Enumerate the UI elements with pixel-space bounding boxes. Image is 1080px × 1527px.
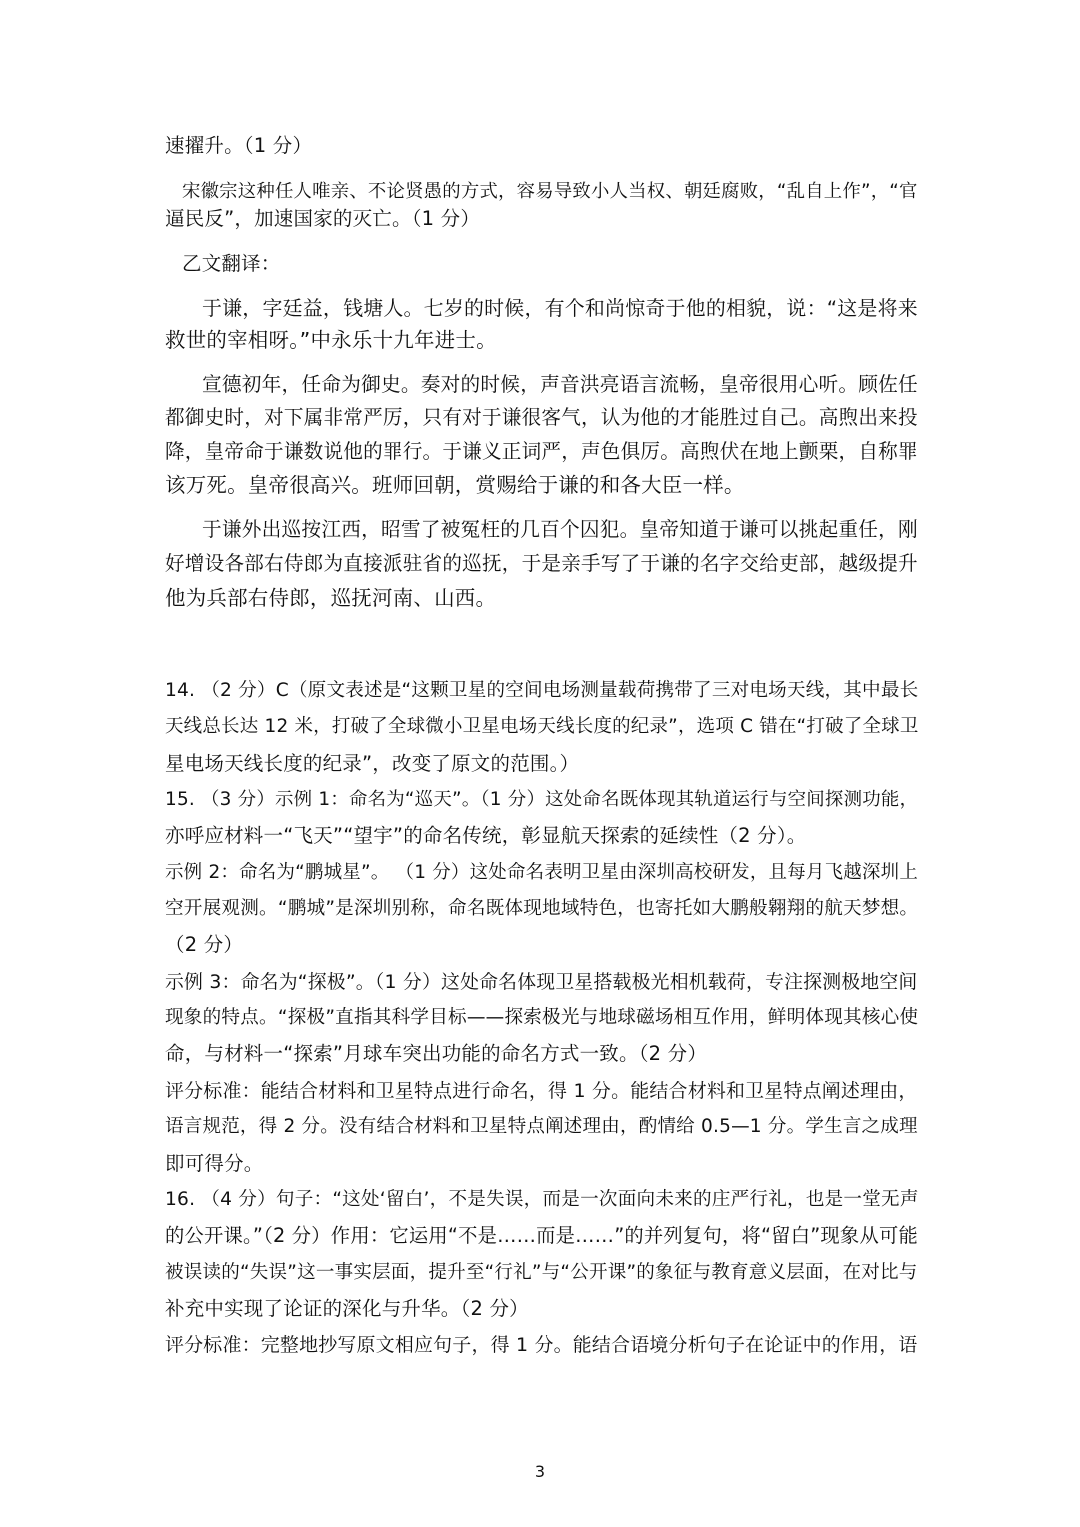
answer-line: 空开展观测。“鹏城”是深圳别称，命名既体现地域特色，也寄托如大鹏般翱翔的航天梦想。 — [165, 898, 919, 919]
answer-line: 16. （4 分）句子：“这处‘留白’，不是失误，而是一次面向未来的庄严行礼，也是一堂无声 — [165, 1189, 919, 1210]
text-line: 救世的宰相呀。”中永乐十九年进士。 — [165, 328, 497, 352]
answer-line: 命，与材料一“探索”月球车突出功能的命名方式一致。（2 分） — [165, 1042, 708, 1065]
answer-line: 15. （3 分）示例 1：命名为“巡天”。（1 分）这处命名既体现其轨道运行与空间探测功能， — [165, 789, 919, 810]
answer-line: 现象的特点。“探极”直指其科学目标——探索极光与地球磁场相互作用，鲜明体现其核心使 — [165, 1007, 919, 1028]
page-number: 3 — [534, 1462, 546, 1481]
text-line: 于谦，字廷益，钱塘人。七岁的时候，有个和尚惊奇于他的相貌，说：“这是将来 — [202, 296, 918, 320]
text-line: 逼民反”，加速国家的灭亡。（1 分） — [165, 207, 481, 230]
text-line: 好增设各部右侍郎为直接派驻省的巡抚，于是亲手写了于谦的名字交给吏部，越级提升 — [165, 552, 918, 575]
answer-line: 即可得分。 — [165, 1152, 264, 1175]
answer-line: 被误读的“失误”这一事实层面，提升至“行礼”与“公开课”的象征与教育意义层面，在对比与 — [165, 1262, 918, 1283]
section-heading: 乙文翻译： — [182, 252, 281, 275]
answer-line: 星电场天线长度的纪录”，改变了原文的范围。） — [165, 752, 580, 775]
answer-line: 示例 2：命名为“鹏城星”。 （1 分）这处命名表明卫星由深圳高校研发，且每月飞越深圳上 — [165, 862, 919, 883]
text-line: 宋徽宗这种任人唯亲、不论贤愚的方式，容易导致小人当权、朝廷腐败，“乱自上作”，“官 — [182, 181, 918, 202]
answer-line: 评分标准：能结合材料和卫星特点进行命名，得 1 分。能结合材料和卫星特点阐述理由， — [165, 1080, 918, 1102]
answer-line: 评分标准：完整地抄写原文相应句子，得 1 分。能结合语境分析句子在论证中的作用，语 — [165, 1334, 918, 1356]
answer-line: 示例 3：命名为“探极”。（1 分）这处命名体现卫星搭载极光相机载荷，专注探测极地空间 — [165, 971, 918, 993]
text-line: 该万死。皇帝很高兴。班师回朝，赏赐给于谦的和各大臣一样。 — [165, 473, 745, 497]
text-line: 他为兵部右侍郎，巡抚河南、山西。 — [165, 586, 497, 610]
text-line: 宣德初年，任命为御史。奏对的时候，声音洪亮语言流畅，皇帝很用心听。顾佐任 — [202, 373, 918, 396]
answer-line: 亦呼应材料一“飞天”“望宇”的命名传统，彰显航天探索的延续性（2 分）。 — [165, 824, 807, 847]
answer-line: 14. （2 分）C（原文表述是“这颗卫星的空间电场测量载荷携带了三对电场天线，其中最长 — [165, 680, 919, 701]
text-line: 都御史时，对下属非常严厉，只有对于谦很客气，认为他的才能胜过自己。高煦出来投 — [165, 406, 918, 429]
answer-line: 天线总长达 12 米，打破了全球微小卫星电场天线长度的纪录”，选项 C 错在“打破了全球卫 — [165, 716, 919, 737]
text-line: 于谦外出巡按江西，昭雪了被冤枉的几百个囚犯。皇帝知道于谦可以挑起重任，刚 — [202, 518, 918, 541]
text-line: 降，皇帝命于谦数说他的罪行。于谦义正词严，声色俱厉。高煦伏在地上颤栗，自称罪 — [165, 440, 918, 463]
text-line: 速擢升。（1 分） — [165, 134, 313, 157]
answer-line: 补充中实现了论证的深化与升华。（2 分） — [165, 1297, 529, 1320]
answer-line: 的公开课。”（2 分）作用：它运用“不是……而是……”的并列复句，将“留白”现象从可能 — [165, 1224, 918, 1247]
answer-line: （2 分） — [165, 933, 244, 956]
answer-line: 语言规范，得 2 分。没有结合材料和卫星特点阐述理由，酌情给 0.5—1 分。学生言之成理 — [165, 1116, 918, 1137]
